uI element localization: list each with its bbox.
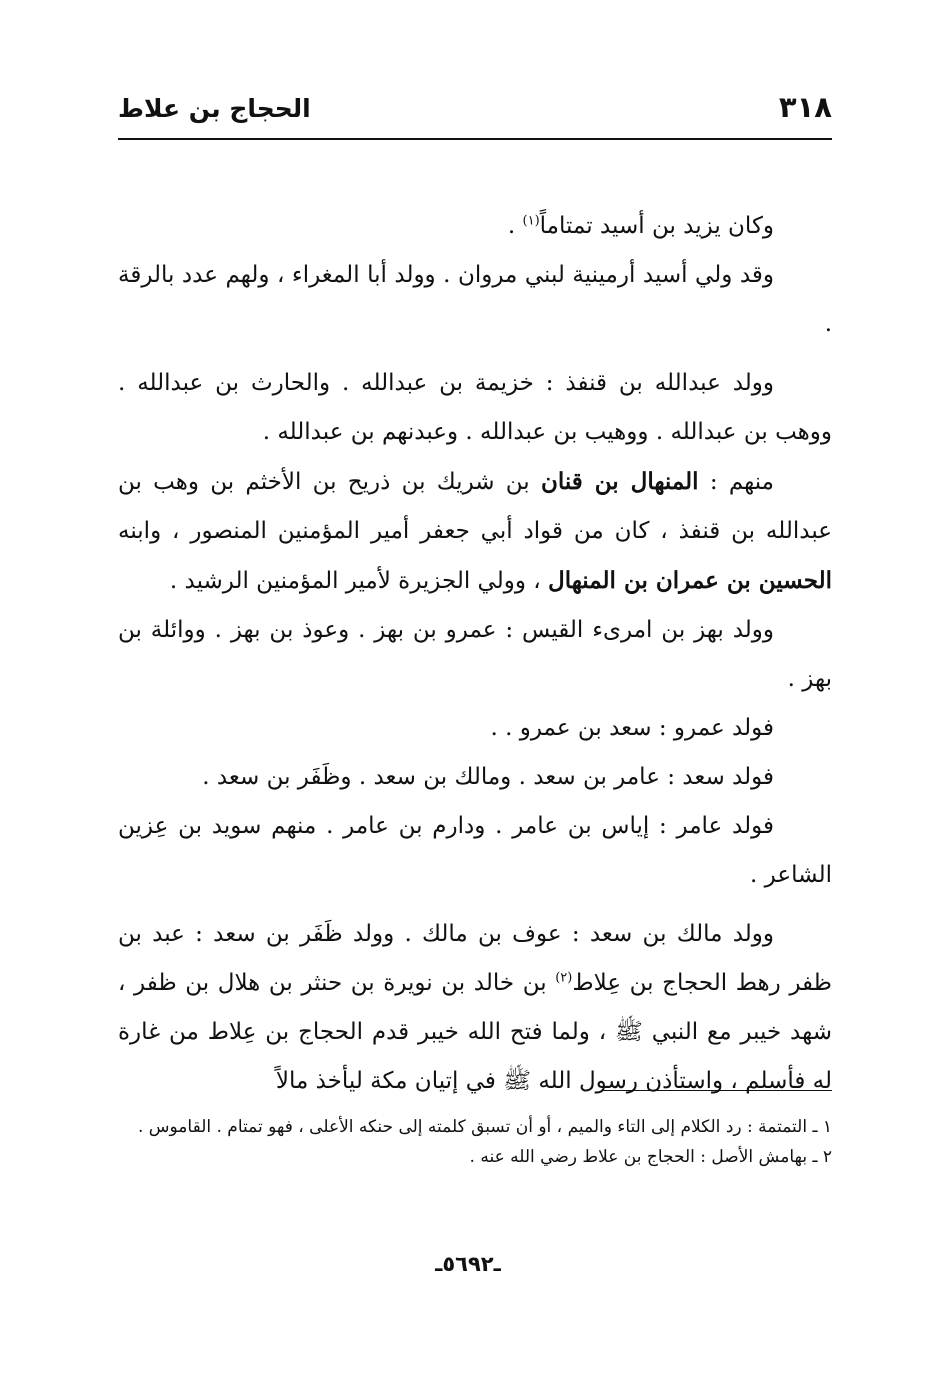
paragraph-9-lead: وولد مالك بن سعد : عوف بن مالك . وولد ظَفَر بن سعد : عبد بن ظفر رهط الحجاج بن عِلاط [118,921,832,996]
running-title: الحجاج بن علاط [118,94,311,123]
header-rule [118,138,832,140]
footnote-ref-1: (١) [522,213,540,229]
name-alhusayn: الحسين بن عمران بن المنهال [547,567,832,594]
paragraph-1-end: . [507,213,523,239]
paragraph-1 [118,202,832,251]
paragraph-7: فولد سعد : عامر بن سعد . ومالك بن سعد . وظَفَر بن سعد . [202,764,774,790]
paragraph-4 [118,457,832,606]
paragraph-3: وولد عبدالله بن قنفذ : خزيمة بن عبدالله . والحارث بن عبدالله . ووهب بن عبدالله . ووهيب بن عبدالله . وعبدنهم بن عبدالله . [118,370,832,445]
name-almanhal: المنهال بن قنان [540,468,699,495]
paragraph-9 [118,910,832,1106]
footnote-rule [602,1090,832,1091]
paragraph-1-text: وكان يزيد بن أسيد تمتاماً [539,213,774,239]
paragraph-4-end: ، وولي الجزيرة لأمير المؤمنين الرشيد . [169,568,548,594]
paragraph-9-rest: بن خالد بن نويرة بن حنثر بن هلال بن ظفر ، شهد خيبر مع النبي ﷺ ، ولما فتح الله خيبر قدم الحجاج بن عِلاط من غارة له فأسلم ، واستأذن رسول الله ﷺ في إتيان مكة ليأخذ مالاً [118,970,832,1094]
footnotes [118,1112,832,1172]
page-header [118,88,832,132]
paragraph-8: فولد عامر : إياس بن عامر . ودارم بن عامر . منهم سويد بن عِزين الشاعر . [118,813,832,888]
paragraph-5: وولد بهز بن امرىء القيس : عمرو بن بهز . وعوذ بن بهز . ووائلة بن بهز . [118,617,832,692]
footnote-1: ١ ـ التمتمة : رد الكلام إلى التاء والميم ، أو أن تسبق كلمته إلى حنكه الأعلى ، فهو تمتام . القاموس . [137,1117,832,1137]
footnote-ref-2: (٢) [555,970,573,986]
paragraph-4-middle: بن شريك بن ذريح بن الأخثم بن وهب بن عبدالله بن قنفذ ، كان من قواد أبي جعفر أمير المؤمنين المنصور ، وابنه [118,469,832,544]
page-sequence-number: ـ٥٦٩٢ـ [435,1252,501,1276]
paragraph-6: فولد عمرو : سعد بن عمرو . . [490,715,774,741]
main-text [118,202,832,1106]
paragraph-2: وقد ولي أسيد أرمينية لبني مروان . وولد أبا المغراء ، ولهم عدد بالرقة . [118,262,832,337]
page-number: ٣١٨ [778,90,832,124]
paragraph-4-lead: منهم : [698,469,775,495]
footnote-2: ٢ ـ بهامش الأصل : الحجاج بن علاط رضي الله عنه . [469,1147,832,1167]
